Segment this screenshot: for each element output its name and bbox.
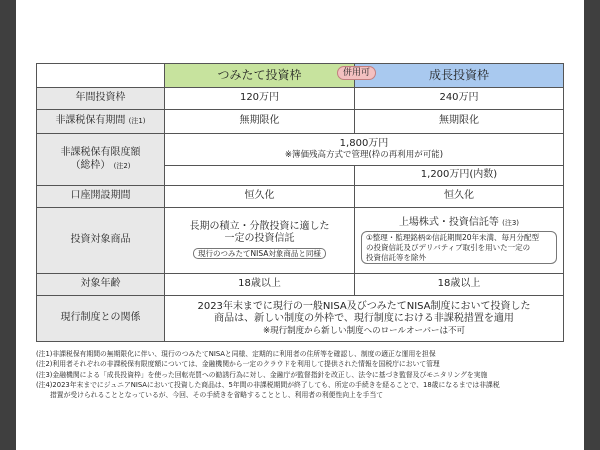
row-label-period <box>37 110 165 134</box>
header-seicho: 成長投資枠 <box>355 64 564 88</box>
products-seicho-box <box>361 231 557 264</box>
cell-annual-tsumitate: 120万円 <box>165 88 355 110</box>
row-label-limit-note: (注2) <box>113 161 131 170</box>
relation-line1: 2023年末までに現行の一般NISA及びつみたてNISA制度において投資した <box>197 300 531 312</box>
relation-line2: 商品は、新しい制度の外枠で、現行制度における非課税措置を適用 <box>214 313 514 325</box>
nisa-comparison-table <box>36 63 564 342</box>
slide <box>16 0 584 450</box>
table-row-annual <box>37 88 564 110</box>
products-seicho-line1-wrap <box>355 217 563 230</box>
relation-line3: ※現行制度から新しい制度へのロールオーバーは不可 <box>262 325 466 336</box>
table-row-limit-total <box>37 134 564 166</box>
footnotes <box>36 349 563 400</box>
row-label-limit <box>37 134 165 186</box>
cell-age-seicho: 18歳以上 <box>355 274 564 296</box>
table-row-period <box>37 110 564 134</box>
row-label-limit-line1: 非課税保有限度額 <box>60 147 141 158</box>
row-label-products: 投資対象商品 <box>37 208 165 274</box>
header-blank-cell <box>37 64 165 88</box>
header-tsumitate <box>165 64 370 88</box>
cell-account-tsumitate: 恒久化 <box>165 186 355 208</box>
products-seicho-box-line1: ①整理・監理銘柄②信託期間20年未満、毎月分配型 <box>366 233 539 243</box>
cell-limit-seicho: 1,200万円(内数) <box>355 166 564 186</box>
limit-total-note: ※簿価残高方式で管理(枠の再利用が可能) <box>284 150 444 161</box>
header-tsumitate-label: つみたて投資枠 <box>217 68 302 82</box>
limit-total-amount: 1,800万円 <box>339 137 389 149</box>
products-tsumitate-line2: 一定の投資信託 <box>224 233 295 245</box>
table-header-row <box>37 64 564 88</box>
cell-limit-total <box>165 134 564 166</box>
table-row-relation <box>37 296 564 342</box>
products-seicho-box-line2: の投資信託及びデリバティブ取引を用いた一定の <box>366 242 531 252</box>
cell-period-seicho: 無期限化 <box>355 110 564 134</box>
cell-limit-tsumitate-empty <box>165 166 355 186</box>
row-label-relation: 現行制度との関係 <box>37 296 165 342</box>
cell-relation <box>165 296 564 342</box>
products-seicho-note: (注3) <box>502 218 520 227</box>
table-row-age <box>37 274 564 296</box>
footnote-4-cont: 措置が受けられることとなっているが、今回、その手続きを省略することとし、利用者の利便性向上を手当て <box>50 391 384 400</box>
row-label-account: 口座開設期間 <box>37 186 165 208</box>
row-label-period-text: 非課税保有期間 <box>55 115 126 127</box>
row-label-limit-line2: （総枠） <box>70 159 111 171</box>
products-seicho-line1: 上場株式・投資信託等 <box>398 216 499 228</box>
row-label-age: 対象年齢 <box>37 274 165 296</box>
table-row-account <box>37 186 564 208</box>
cell-period-tsumitate: 無期限化 <box>165 110 355 134</box>
products-seicho-box-line3: 投資信託等を除外 <box>366 252 426 262</box>
products-tsumitate-line1: 長期の積立・分散投資に適した <box>189 220 330 232</box>
row-label-limit-line2-wrap <box>37 160 164 173</box>
cell-products-tsumitate <box>165 208 355 274</box>
row-label-period-note: (注1) <box>128 117 146 126</box>
cell-account-seicho: 恒久化 <box>355 186 564 208</box>
footnote-2: (注2)利用者それぞれの非課税保有限度額については、金融機関から一定のクラウドを利用して提供された情報を国税庁において管理 <box>36 360 440 369</box>
footnote-1: (注1)非課税保有期間の無期限化に伴い、現行のつみたてNISAと同様、定期的に利用者の住所等を確認し、制度の適正な運用を担保 <box>36 350 436 358</box>
footnote-3: (注3)金融機関による「成長投資枠」を使った回転売買への勧誘行為に対し、金融庁が監督指針を改正し、法令に基づき監督及びモニタリングを実施 <box>36 370 488 379</box>
heiyo-badge: 併用可 <box>337 66 376 80</box>
products-tsumitate-box: 現行のつみたてNISA対象商品と同様 <box>193 248 326 259</box>
cell-products-seicho <box>355 208 564 274</box>
footnote-4: (注4)2023年末までにジュニアNISAにおいて投資した商品は、5年間の非課税期間が終了しても、所定の手続きを経ることで、18歳になるまでは非課税 <box>36 380 500 389</box>
table-row-products <box>37 208 564 274</box>
row-label-annual: 年間投資枠 <box>37 88 165 110</box>
cell-age-tsumitate: 18歳以上 <box>165 274 355 296</box>
cell-annual-seicho: 240万円 <box>355 88 564 110</box>
